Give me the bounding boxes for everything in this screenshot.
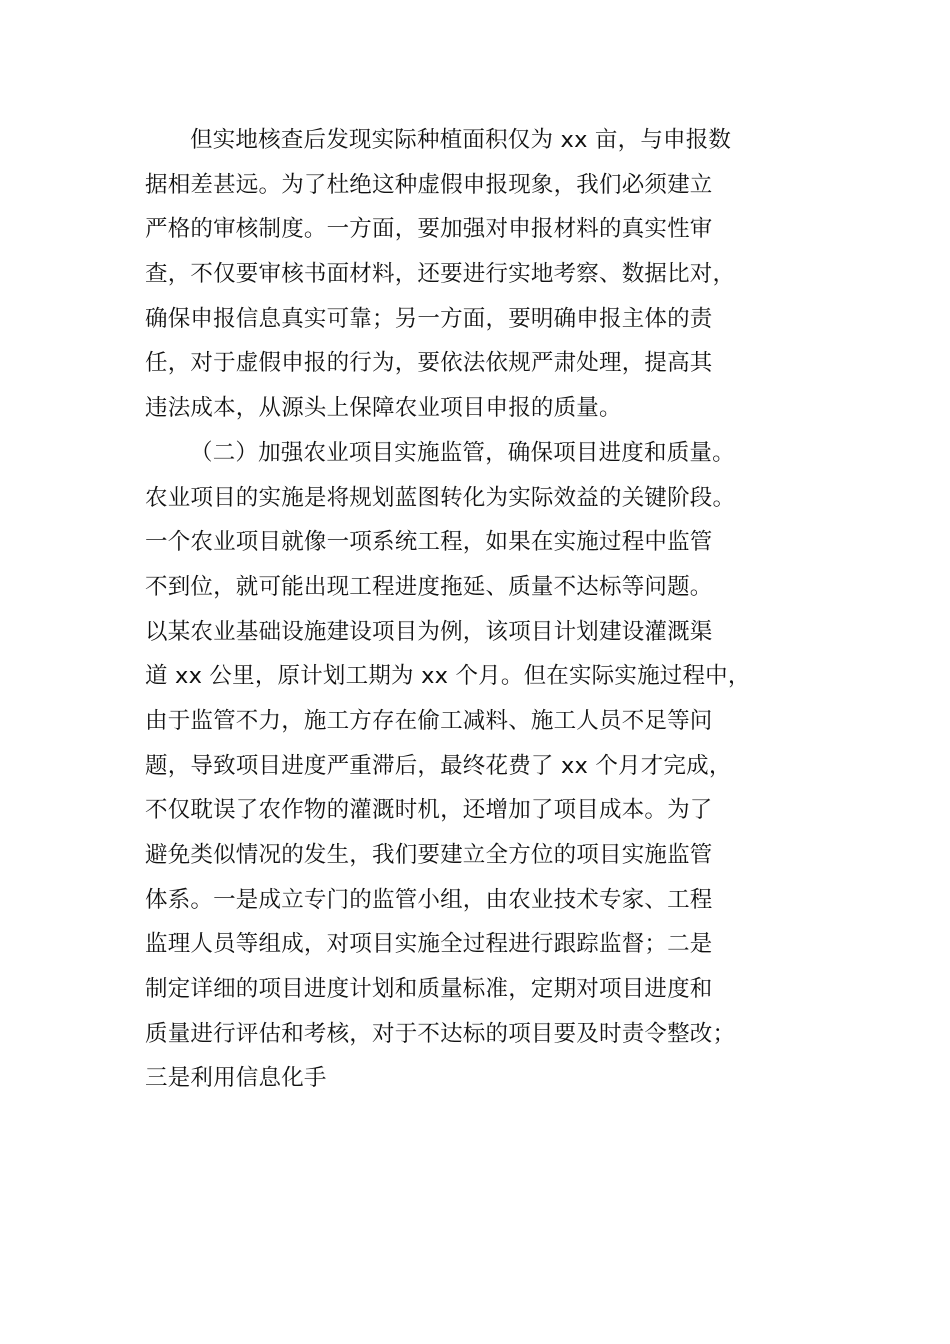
text-line: 制定详细的项目进度计划和质量标准，定期对项目进度和 xyxy=(145,976,713,1003)
text-line: 不仅耽误了农作物的灌溉时机，还增加了项目成本。为了 xyxy=(145,797,713,824)
text-line: 监理人员等组成，对项目实施全过程进行跟踪监督；二是 xyxy=(145,931,713,958)
body-text xyxy=(145,118,825,1101)
text-line: 但实地核查后发现实际种植面积仅为 xx 亩，与申报数 xyxy=(190,127,732,153)
text-line: 质量进行评估和考核，对于不达标的项目要及时责令整改； xyxy=(145,1020,736,1047)
paragraph-declaration-review xyxy=(145,118,825,431)
paragraph-implementation-supervision xyxy=(145,431,825,1101)
text-line: 查，不仅要审核书面材料，还要进行实地考察、数据比对， xyxy=(145,261,736,288)
text-line: 道 xx 公里，原计划工期为 xx 个月。但在实际实施过程中， xyxy=(145,663,751,690)
text-line: 不到位，就可能出现工程进度拖延、质量不达标等问题。 xyxy=(145,573,713,600)
text-line: 确保申报信息真实可靠；另一方面，要明确申报主体的责 xyxy=(145,305,713,332)
text-line: 据相差甚远。为了杜绝这种虚假申报现象，我们必须建立 xyxy=(145,171,713,198)
text-line: 以某农业基础设施建设项目为例，该项目计划建设灌溉渠 xyxy=(145,618,713,645)
text-line: 农业项目的实施是将规划蓝图转化为实际效益的关键阶段。 xyxy=(145,484,736,511)
text-line: 严格的审核制度。一方面，要加强对申报材料的真实性审 xyxy=(145,216,713,243)
text-line: 体系。一是成立专门的监管小组，由农业技术专家、工程 xyxy=(145,886,713,913)
text-line: 避免类似情况的发生，我们要建立全方位的项目实施监管 xyxy=(145,842,713,868)
text-line: 由于监管不力，施工方存在偷工减料、施工人员不足等问 xyxy=(145,707,713,734)
section-heading-line: （二）加强农业项目实施监管，确保项目进度和质量。 xyxy=(190,439,735,466)
text-line: 任，对于虚假申报的行为，要依法依规严肃处理，提高其 xyxy=(145,350,713,377)
text-line: 三是利用信息化手 xyxy=(145,1065,327,1092)
text-line: 一个农业项目就像一项系统工程，如果在实施过程中监管 xyxy=(145,529,713,556)
text-line: 题，导致项目进度严重滞后，最终花费了 xx 个月才完成， xyxy=(145,752,732,779)
text-line: 违法成本，从源头上保障农业项目申报的质量。 xyxy=(145,395,622,422)
